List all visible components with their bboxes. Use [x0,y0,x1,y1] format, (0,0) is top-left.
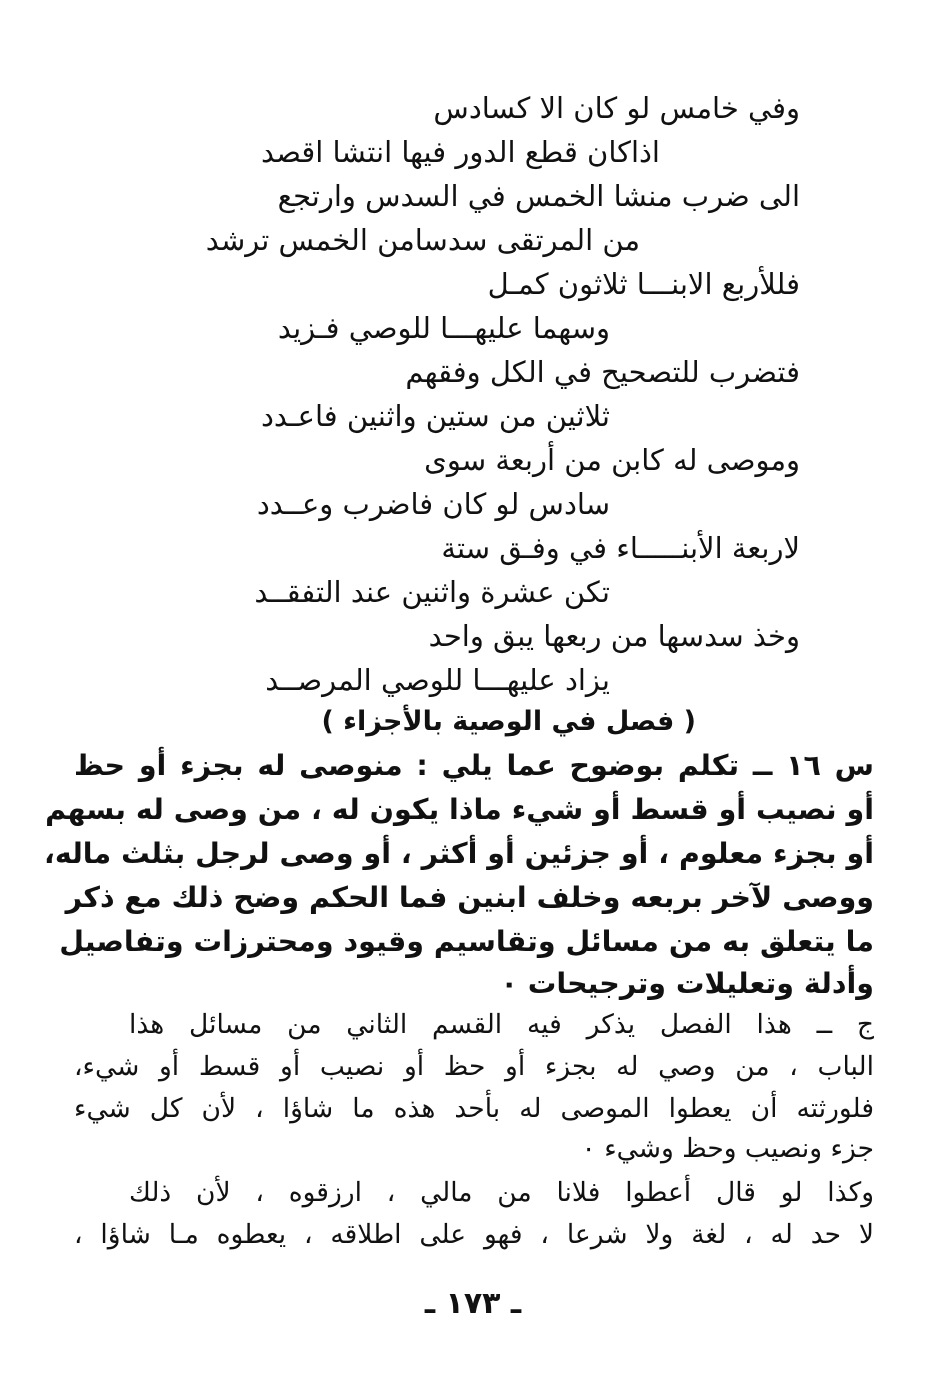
poem-line: اذاكان قطع الدور فيها انتشا اقصد [261,135,660,169]
poem-line: وخذ سدسها من ربعها يبق واحد [428,619,800,653]
poem-line: سادس لو كان فاضرب وعــدد [256,487,610,521]
answer-line: جزء ونصيب وحظ وشيء ٠ [581,1133,874,1164]
answer-line: الباب ، من وصي له بجزء أو حظ أو نصيب أو قسط أو شيء، [74,1051,874,1082]
question-line: أو نصيب أو قسط أو شيء ماذا يكون له ، من وصى له بسهم [45,793,874,826]
section-heading: ( فصل في الوصية بالأجزاء ) [321,706,696,737]
poem-line: وفي خامس لو كان الا كسادس [433,91,800,125]
poem-line: فللأربع الابنـــا ثلاثون كمـل [487,267,800,301]
poem-line: من المرتقى سدسامن الخمس ترشد [205,223,640,257]
poem-line: وموصى له كابن من أربعة سوى [424,443,800,477]
question-line: ما يتعلق به من مسائل وتقاسيم وقيود ومحترزات وتفاصيل [59,925,874,958]
poem-line: فتضرب للتصحيح في الكل وفقهم [405,355,800,389]
answer-line: ج ــ هذا الفصل يذكر فيه القسم الثاني من مسائل هذا [129,1009,874,1040]
question-line: س ١٦ ــ تكلم بوضوح عما يلي : منوصى له بجزء أو حظ [74,749,874,782]
poem-line: ثلاثين من ستين واثنين فاعـدد [261,399,610,433]
question-line: ووصى لآخر بربعه وخلف ابنين فما الحكم وضح ذلك مع ذكر [65,881,874,914]
poem-line: الى ضرب منشا الخمس في السدس وارتجع [277,179,800,213]
poem-line: يزاد عليهـــا للوصي المرصــد [265,663,610,697]
answer-line: وكذا لو قال أعطوا فلانا من مالي ، ارزقوه ، لأن ذلك [129,1177,874,1208]
poem-line: لاربعة الأبنـــــاء في وفـق ستة [441,531,800,565]
question-line: وأدلة وتعليلات وترجيحات ٠ [500,967,874,1000]
answer-line: لا حد له ، لغة ولا شرعا ، فهو على اطلاقه ، يعطوه مـا شاؤا ، [74,1219,874,1250]
poem-line: تكن عشرة واثنين عند التفقــد [254,575,610,609]
page-number: ـ ١٧٣ ـ [424,1286,522,1321]
answer-line: فلورثته أن يعطوا الموصى له بأحد هذه ما شاؤا ، لأن كل شيء [74,1093,874,1124]
poem-line: وسهما عليهـــا للوصي فـزيد [277,311,610,345]
question-line: أو بجزء معلوم ، أو جزئين أو أكثر ، أو وصى لرجل بثلث ماله، [44,837,874,870]
